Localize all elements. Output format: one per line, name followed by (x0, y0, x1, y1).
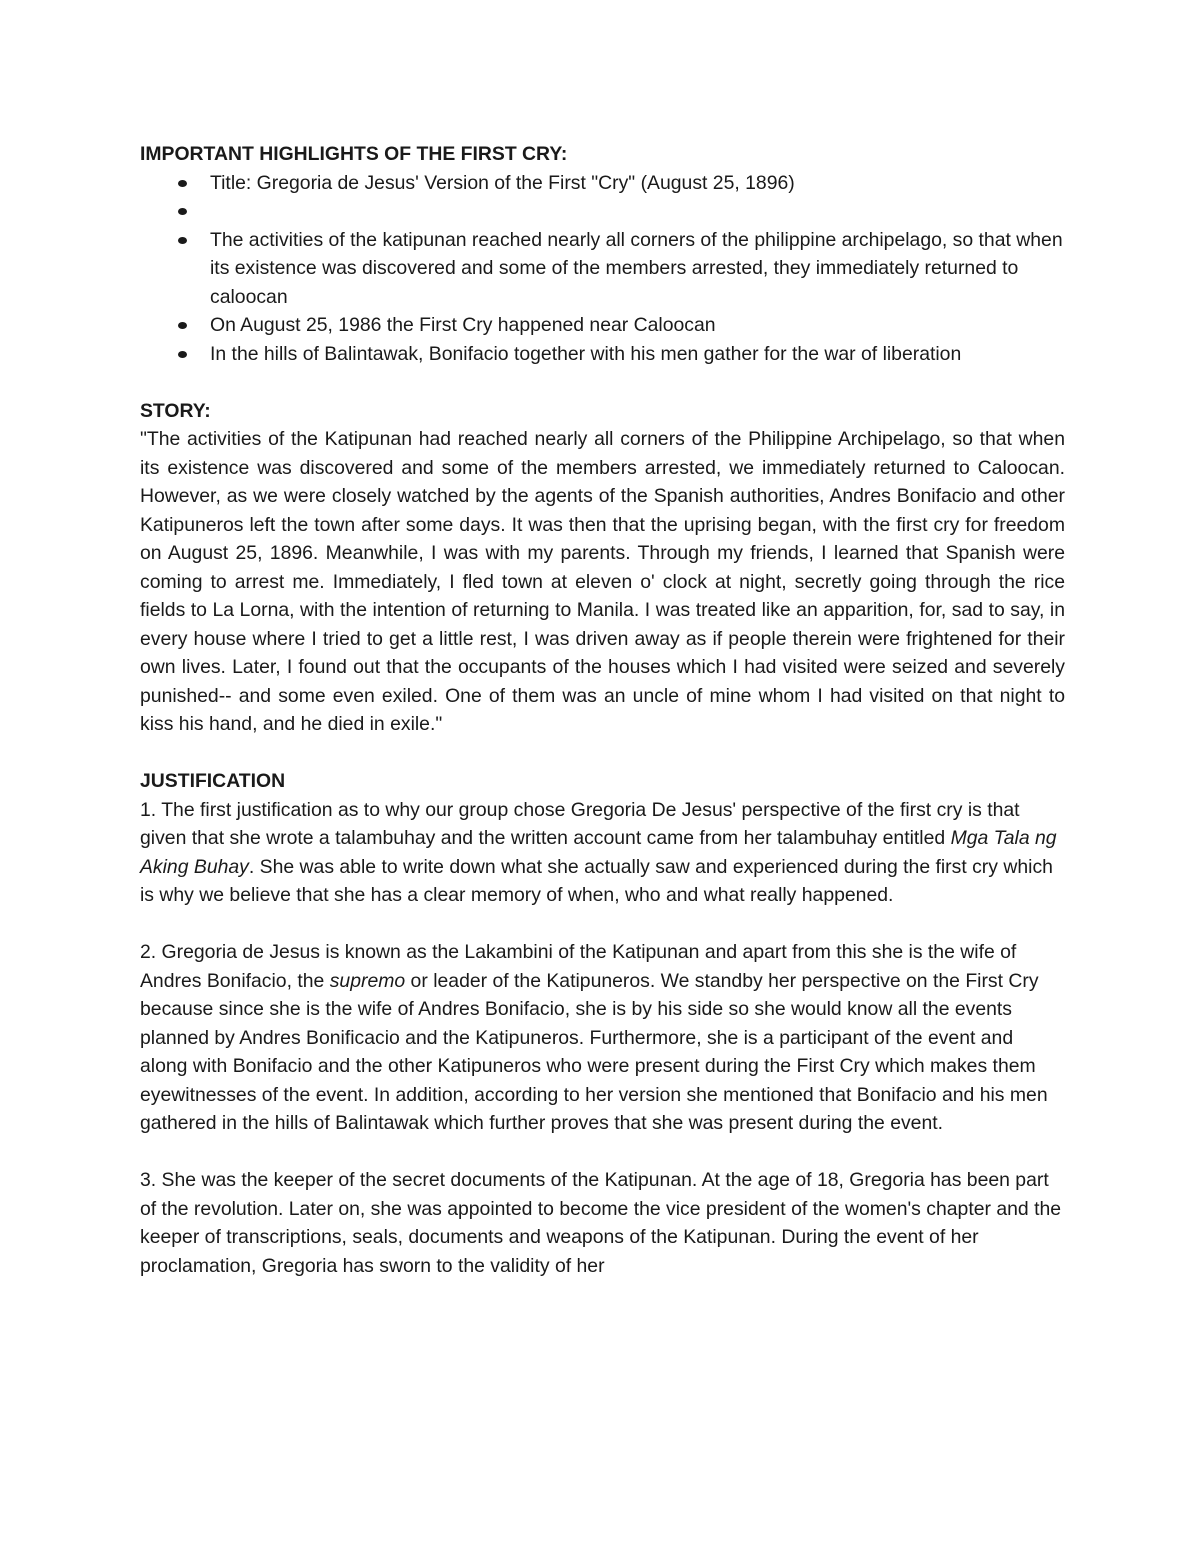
paragraph-text: or leader of the Katipuneros. We standby her perspective on the First Cry because since she is the wife of Andres Bonifacio, she is by his side so she would know all the events planned by Andres Bonificacio and the Katipuneros. Furthermore, she is a participant of the event and along with Bonifacio and the other Katipuneros who were present during the First Cry which makes them eyewitnesses of the event. In addition, according to her version she mentioned that Bonifacio and his men gathered in the hills of Balintawak which further proves that she was present during the event. (140, 969, 1048, 1134)
justification-paragraph-3: 3. She was the keeper of the secret documents of the Katipunan. At the age of 18, Gregoria has been part of the revolution. Later on, she was appointed to become the vice president of the women's chapter and the keeper of transcriptions, seals, documents and weapons of the Katipunan. During the event of her proclamation, Gregoria has sworn to the validity of her (140, 1169, 1062, 1277)
paragraph-text: . She was able to write down what she actually saw and experienced during the first cry which is why we believe that she has a clear memory of when, who and what really happened. (140, 855, 1053, 906)
book-title: Mga Tala ng Aking Buhay (140, 827, 1057, 878)
justification-paragraph-1 (140, 796, 1065, 910)
bullet-icon (178, 237, 187, 244)
bullet-icon (178, 180, 187, 187)
story-heading: STORY: (140, 399, 211, 422)
list-item (140, 197, 1065, 226)
story-text: "The activities of the Katipunan had reached nearly all corners of the Philippine Archipelago, so that when its existence was discovered and some of the members arrested, we immediately returned to Caloocan. However, as we were closely watched by the agents of the Spanish authorities, Andres Bonifacio and other Katipuneros left the town after some days. It was then that the uprising began, with the first cry for freedom on August 25, 1896. Meanwhile, I was with my parents. Through my friends, I learned that Spanish were coming to arrest me. Immediately, I fled town at eleven o' clock at night, secretly going through the rice fields to La Lorna, with the intention of returning to Manila. I was treated like an apparition, for, sad to say, in every house where I tried to get a little rest, I was driven away as if people therein were frightened for their own lives. Later, I found out that the occupants of the houses which I had visited were seized and severely punished-- and some even exiled. One of them was an uncle of mine whom I had visited on that night to kiss his hand, and he died in exile." (140, 428, 1065, 735)
justification-paragraph-2 (140, 938, 1065, 1138)
bullet-icon (178, 351, 187, 358)
list-item (140, 226, 1065, 312)
list-item (140, 311, 1065, 340)
list-item (140, 169, 1065, 198)
paragraph-text: 2. Gregoria de Jesus is known as the Lakambini of the Katipunan and apart from this she is the wife of Andres Bonifacio, the (140, 941, 1017, 992)
highlights-heading: IMPORTANT HIGHLIGHTS OF THE FIRST CRY: (140, 143, 568, 165)
highlight-text: On August 25, 1986 the First Cry happened near Caloocan (210, 314, 716, 336)
emphasis-term: supremo (329, 969, 406, 992)
highlight-text: In the hills of Balintawak, Bonifacio together with his men gather for the war of liberation (210, 342, 962, 365)
document-page (140, 140, 1065, 1280)
bullet-icon (178, 322, 187, 329)
list-item (140, 340, 1065, 369)
bullet-icon (178, 208, 187, 215)
paragraph-text: 1. The first justification as to why our group chose Gregoria De Jesus' perspective of the first cry is that given that she wrote a talambuhay and the written account came from her talambuhay entitled (140, 798, 1020, 849)
highlight-text: The activities of the katipunan reached nearly all corners of the philippine archipelago, so that when its existence was discovered and some of the members arrested, they immediately returned to caloocan (210, 228, 1063, 308)
justification-heading: JUSTIFICATION (140, 770, 286, 792)
highlight-text: Title: Gregoria de Jesus' Version of the First "Cry" (August 25, 1896) (210, 171, 795, 194)
highlights-list (140, 169, 1065, 369)
